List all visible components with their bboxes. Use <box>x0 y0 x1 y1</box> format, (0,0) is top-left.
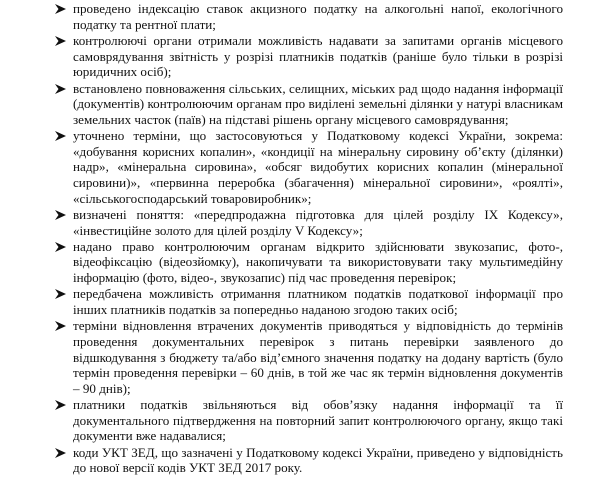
list-item-text: передбачена можливість отримання платником податків податкової інформації про інших платників податків за попередньо наданою згодою таких осіб; <box>73 286 563 318</box>
arrowhead-bullet-icon <box>55 210 66 220</box>
list-item-text: проведено індексацію ставок акцизного податку на алкогольні напої, екологічного податку та рентної плати; <box>73 1 563 32</box>
list-item <box>55 1 563 32</box>
arrowhead-bullet-icon <box>55 448 66 458</box>
arrowhead-bullet-icon <box>55 242 66 252</box>
list-item-text: платники податків звільняються від обов’язку надання інформації та її документального підтвердження на повторний запит контролюючого органу, якщо такі документи вже надавалися; <box>73 397 563 444</box>
bullet-list <box>55 1 563 477</box>
arrowhead-bullet-icon <box>55 36 66 46</box>
list-item-text: встановлено повноваження сільських, селищних, міських рад щодо надання інформації (документів) контролюючим органам про виділені земельні ділянки у натурі власникам земельних часток (паїв) на підставі рішень органу місцевого самоврядування; <box>73 80 563 127</box>
arrowhead-bullet-icon <box>55 289 66 299</box>
list-item <box>55 318 563 396</box>
arrowhead-bullet-icon <box>55 4 66 14</box>
list-item-text: терміни відновлення втрачених документів приводяться у відповідність до термінів проведення документальних перевірок з питань перевірки заявленого до відшкодування з бюджету та/або від’ємного значення податку на додану вартість (було термін проведення перевірки – 60 днів, в той же час як термін відновлення документів – 90 днів); <box>73 318 563 396</box>
list-item <box>55 33 563 80</box>
list-item-text: визначені поняття: «передпродажна підготовка для цілей розділу IX Кодексу», «інвестиційне золото для цілей розділу V Кодексу»; <box>73 206 563 238</box>
list-item-text: уточнено терміни, що застосовуються у Податковому кодексі України, зокрема: «добування корисних копалин», «кондиції на мінеральну сировину об’єкту (ділянки) надр», «мінеральна сировина», «обсяг видобутих корисних копалин (мінеральної сировини)», «первинна переробка (збагачення) мінеральної сировини», «роялті», «сільськогосподарський товаровиробник»; <box>73 128 563 206</box>
list-item <box>55 397 563 444</box>
list-item-text: надано право контролюючим органам відкрито здійснювати звукозапис, фото-, відеофіксацію (відеозйомку), накопичувати та використовувати таку мультимедійну інформацію (фото, відео-, звукозапис) під час проведення перевірок; <box>73 238 563 286</box>
list-item <box>55 445 563 476</box>
list-item <box>55 128 563 206</box>
arrowhead-bullet-icon <box>55 84 66 94</box>
list-item <box>55 239 563 286</box>
list-item-text: коди УКТ ЗЕД, що зазначені у Податковому кодексі України, приведено у відповідність до нової версії кодів УКТ ЗЕД 2017 року. <box>73 444 563 476</box>
list-item <box>55 81 563 128</box>
list-item <box>55 286 563 317</box>
arrowhead-bullet-icon <box>55 400 66 410</box>
arrowhead-bullet-icon <box>55 321 66 331</box>
list-item-text: контролюючі органи отримали можливість надавати за запитами органів місцевого самоврядування звітність у розрізі платників податків (раніше було тільки в розрізі юридичних осіб); <box>73 32 563 80</box>
list-item <box>55 207 563 238</box>
arrowhead-bullet-icon <box>55 131 66 141</box>
